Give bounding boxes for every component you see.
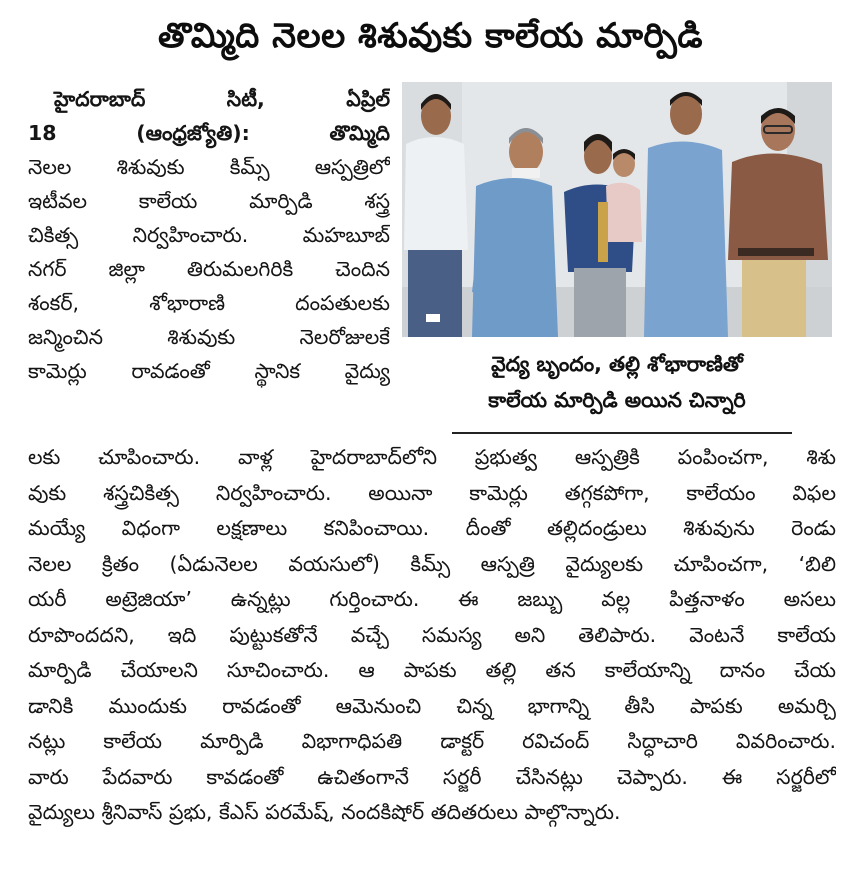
caption-line: వైద్య బృందం, తల్లి శోభారాణితో xyxy=(491,352,743,376)
body-line: జన్మించిన శిశువుకు నెలరోజులకే xyxy=(28,325,390,349)
body-line: డానికి ముందుకు రావడంతో ఆమెనుంచి చిన్న భాగాన్ని తీసి పాపకు అమర్చి xyxy=(28,693,836,718)
body-line: రూపొందదని, ఇది పుట్టుకతోనే వచ్చే సమస్య అని తెలిపారు. వెంటనే కాలేయ xyxy=(28,622,836,647)
article-body-full-width xyxy=(28,440,836,831)
body-line: నెలల క్రితం (ఏడునెలల వయసులో) కిమ్స్ ఆస్పత్రి వైద్యులకు చూపించగా, ‘బిలి xyxy=(28,551,836,576)
body-line: వైద్యులు శ్రీనివాస్ ప్రభు, కేఎస్ పరమేష్, నందకిషోర్ తదితరులు పాల్గొన్నారు. xyxy=(28,800,621,824)
dateline-line: హైదరాబాద్ సిటీ, ఏప్రిల్ xyxy=(54,87,390,111)
body-line: మార్పిడి చేయాలని సూచించారు. ఆ పాపకు తల్లి తన కాలేయాన్ని దానం చేయ xyxy=(28,658,836,682)
group-photo-image xyxy=(402,82,832,337)
headline: తొమ్మిది నెలల శిశువుకు కాలేయ మార్పిడి xyxy=(158,16,703,56)
body-line: ఇటీవల కాలేయ మార్పిడి శస్త్ర xyxy=(28,189,390,213)
caption-line: కాలేయ మార్పిడి అయిన చిన్నారి xyxy=(488,388,746,412)
body-line: లకు చూపించారు. వాళ్ల హైదరాబాద్‌లోని ప్రభుత్వ ఆస్పత్రికి పంపించగా, శిశు xyxy=(28,445,836,469)
body-line: వుకు శస్త్రచికిత్స నిర్వహించారు. అయినా కామెర్లు తగ్గకపోగా, కాలేయం విఫల xyxy=(28,480,836,505)
body-line: వారు పేదవారు కావడంతో ఉచితంగానే సర్జరీ చేసినట్లు చెప్పారు. ఈ సర్జరీలో xyxy=(28,764,836,789)
caption-underline xyxy=(452,432,792,434)
body-line: కామెర్లు రావడంతో స్థానిక వైద్యు xyxy=(28,359,390,383)
body-line: శంకర్, శోభారాణి దంపతులకు xyxy=(28,291,390,315)
body-line: మయ్యే విధంగా లక్షణాలు కనిపించాయి. దీంతో తల్లిదండ్రులు శిశువును రెండు xyxy=(28,516,836,540)
photo-caption xyxy=(402,346,832,418)
body-line: యరీ అట్రెజియా’ ఉన్నట్లు గుర్తించారు. ఈ జబ్బు వల్ల పిత్తనాళం అసలు xyxy=(28,587,836,611)
article-photo xyxy=(402,82,832,337)
article-left-column xyxy=(28,82,390,388)
body-line: నగర్ జిల్లా తిరుమలగిరికి చెందిన xyxy=(28,257,390,281)
body-line: నెలల శిశువుకు కిమ్స్ ఆస్పత్రిలో xyxy=(28,155,390,179)
dateline-line: 18 (ఆంధ్రజ్యోతి): తొమ్మిది xyxy=(28,121,390,145)
body-line: నట్లు కాలేయ మార్పిడి విభాగాధిపతి డాక్టర్ రవిచంద్ సిద్ధాచారి వివరించారు. xyxy=(28,729,836,753)
body-line: చికిత్స నిర్వహించారు. మహబూబ్ xyxy=(28,223,390,247)
